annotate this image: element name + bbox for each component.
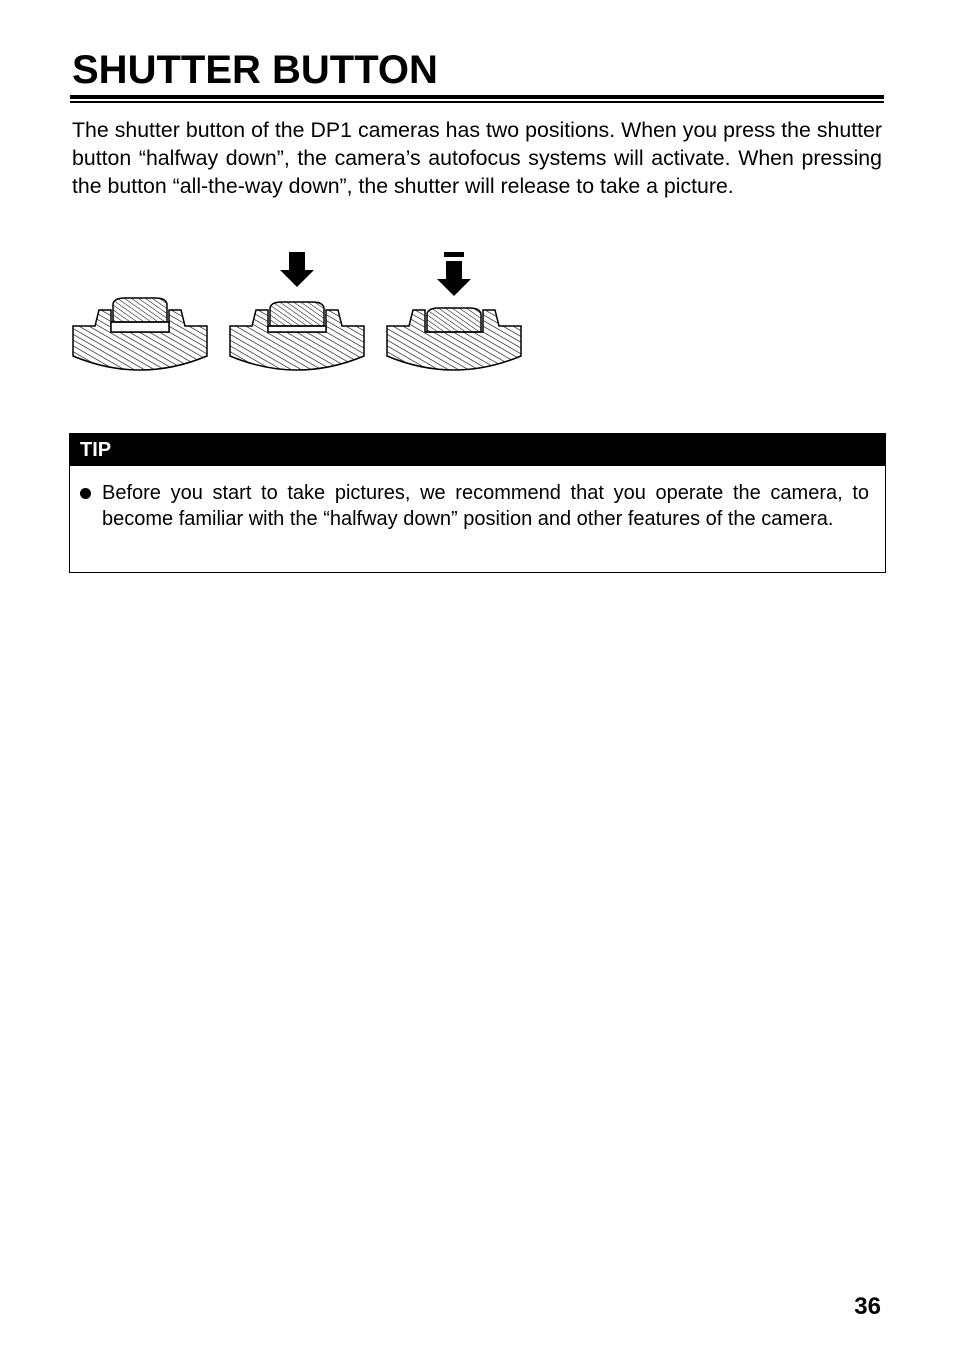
shutter-state-all-the-way-down	[387, 252, 521, 370]
tip-box	[69, 433, 886, 573]
tip-list	[70, 481, 885, 532]
press-arrow-icon	[437, 261, 471, 296]
intro-paragraph: The shutter button of the DP1 cameras has two positions. When you press the shutter button “halfway down”, the camera’s autofocus systems will activate. When pressing the button “all-the-way down”, the shutter will release to take a picture.	[72, 118, 882, 198]
page-title: SHUTTER BUTTON	[72, 48, 438, 92]
tip-item-text: Before you start to take pictures, we recommend that you operate the camera, to become familiar with the “halfway down” position and other features of the camera.	[102, 482, 869, 530]
page-number: 36	[854, 1293, 881, 1320]
full-press-bar-icon	[444, 252, 464, 257]
bullet-icon	[80, 488, 91, 499]
shutter-state-halfway-down	[230, 252, 364, 370]
shutter-state-released	[73, 298, 207, 370]
press-arrow-icon	[280, 252, 314, 287]
tip-heading: TIP	[70, 434, 885, 466]
tip-item	[102, 481, 869, 532]
shutter-button-figure	[70, 248, 530, 378]
title-rule-thin	[70, 101, 884, 103]
title-rule-thick	[70, 95, 884, 99]
